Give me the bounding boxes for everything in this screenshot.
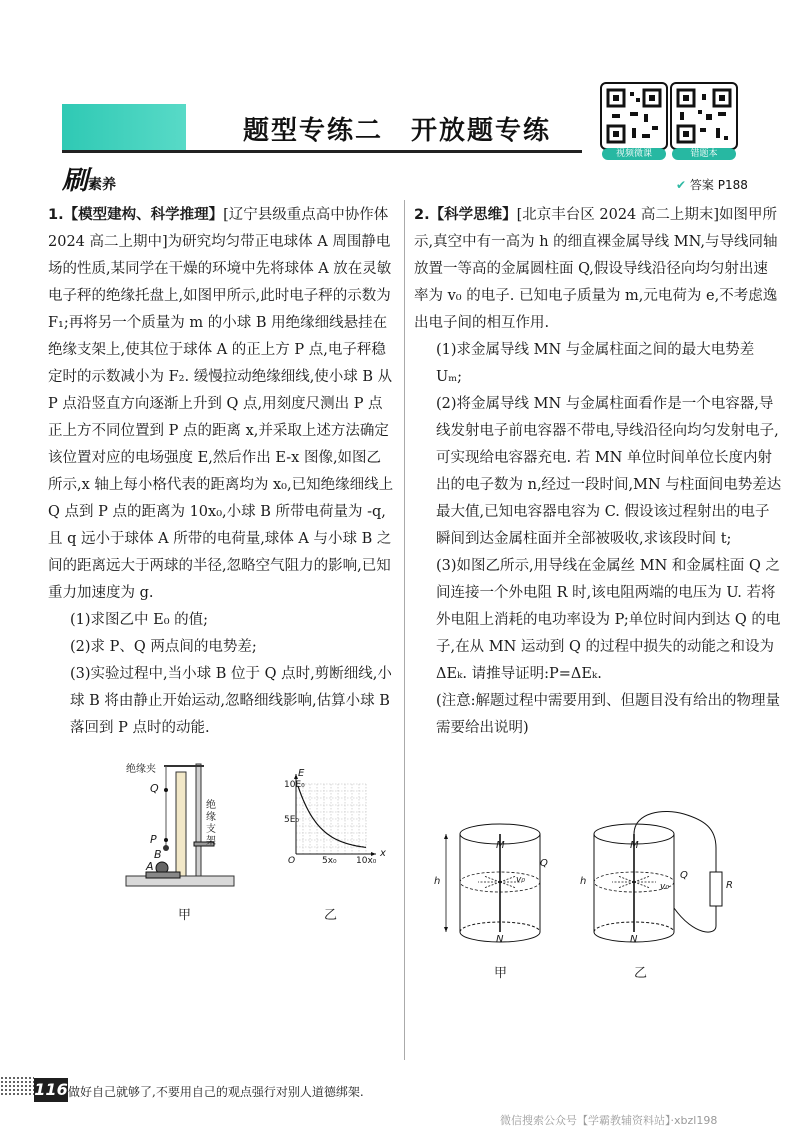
ball-b	[163, 845, 169, 851]
cyl-yi-q: Q	[680, 870, 688, 881]
figure-1-apparatus	[116, 758, 246, 898]
section-badge-small: 素养	[88, 177, 117, 193]
label-b: B	[154, 848, 162, 861]
question-2-stem	[414, 202, 782, 337]
cyl-yi-v0: v₀	[660, 882, 669, 892]
cyl-yi-n: N	[630, 934, 638, 945]
column-divider	[404, 200, 405, 1060]
question-2-part-2: (2)将金属导线 MN 与金属柱面看作是一个电容器,导线发射电子前电容器不带电,导线沿径向均匀发射电子,可实现给电容器充电. 若 MN 单位时间单位长度内射出的电子数为 n,经过一段时间,MN 与柱面间电势差达最大值,已知电容器电容为 C. 假设该过程射出的电子瞬间到达金属柱面并全部被吸收,求该段时间 t;	[436, 396, 782, 547]
label-a: A	[146, 860, 154, 873]
cyl-jia-m: M	[496, 840, 505, 851]
cyl-jia-h: h	[434, 876, 441, 887]
ex-curve	[298, 786, 366, 847]
graph-y-label: E	[298, 768, 305, 779]
question-2-number: 2.	[414, 207, 430, 223]
wire-top	[634, 811, 716, 872]
cyl-yi-r: R	[726, 880, 733, 891]
question-1-stem	[48, 202, 394, 607]
graph-x-tick-5: 5x₀	[322, 856, 337, 866]
question-1-part-1: (1)求图乙中 E₀ 的值;	[70, 612, 209, 628]
point-q	[164, 788, 168, 792]
graph-x-label: x	[380, 848, 386, 859]
question-1	[48, 202, 394, 742]
question-2-body: 如图甲所示,真空中有一高为 h 的细直裸金属导线 MN,与导线同轴放置一等高的金属圆柱面 Q,假设导线沿径向均匀射出速率为 v₀ 的电子. 已知电子质量为 m,元电荷为 e,不考虑逸出电子间的相互作用.	[414, 207, 778, 331]
question-2-note: (注意:解题过程中需要用到、但题目没有给出的物理量需要给出说明)	[436, 693, 781, 736]
label-p: P	[150, 833, 157, 846]
footer-dots	[0, 1076, 34, 1096]
cyl-jia-n: N	[496, 934, 504, 945]
figure-1-jia-caption: 甲	[178, 908, 192, 923]
question-1-part-3: (3)实验过程中,当小球 B 位于 Q 点时,剪断细线,小球 B 将由静止开始运动,忽略细线影响,估算小球 B 落回到 P 点时的动能.	[70, 666, 392, 736]
question-2-tag: 【科学思维】	[429, 207, 517, 223]
question-1-part-2: (2)求 P、Q 两点间的电势差;	[70, 639, 257, 655]
question-2-part-1: (1)求金属导线 MN 与金属柱面之间的最大电势差 Uₘ;	[436, 342, 755, 385]
footer-motto: 做好自己就够了,不要用自己的观点强行对别人道德绑架.	[68, 1085, 364, 1099]
graph-x-tick-10: 10x₀	[356, 856, 377, 866]
cyl-yi-h: h	[580, 876, 587, 887]
qr-label-video: 视频微课	[602, 148, 666, 160]
qr-code-video[interactable]	[600, 82, 668, 150]
section-badge	[62, 160, 116, 197]
figure-2-yi-caption: 乙	[634, 966, 648, 981]
question-1-body: 为研究均匀带正电球体 A 周围静电场的性质,某同学在干燥的环境中先将球体 A 放在灵敏电子秤的绝缘托盘上,如图甲所示,此时电子秤的示数为 F₁;再将另一个质量为 m 的小球 B 用绝缘细线悬挂在绝缘支架上,使其位于球体 A 的正上方 P 点,电子秤稳定时的示数减小为 F₂. 缓慢拉动绝缘细线,使小球 B 从 P 点沿竖直方向逐渐上升到 Q 点,用刻度尺测出 P 点正上方不同位置到 P 点的距离 x,并采取上述方法确定该位置对应的电场强度 E,然后作出 E-x 图像,如图乙所示,x 轴上每小格代表的距离均为 x₀,已知绝缘细线上 Q 点到 P 点的距离为 10x₀,小球 B 所带电荷量为 -q,且 q 远小于球体 A 所带的电荷量,球体 A 与小球 B 之间的距离远大于两球的半径,忽略空气阻力的影响,已知重力加速度为 g.	[48, 234, 394, 601]
qr-label-mistakes: 错题本	[672, 148, 736, 160]
figure-2-jia-caption: 甲	[494, 966, 508, 981]
answer-reference	[676, 176, 748, 193]
question-1-source: [辽宁县级重点高中协作体 2024 高二上期中]	[48, 207, 389, 250]
page-title: 题型专练二 开放题专练	[242, 116, 551, 146]
graph-origin: O	[288, 856, 296, 866]
question-2-part-3: (3)如图乙所示,用导线在金属丝 MN 和金属柱面 Q 之间连接一个外电阻 R 时,该电阻两端的电压为 U. 若将外电阻上消耗的电功率设为 P;单位时间内到达 Q 的电子,在从 MN 运动到 Q 的过程中损失的动能之和设为 ΔEₖ. 请推导证明:P=ΔEₖ.	[436, 558, 781, 682]
qr-code-mistakes[interactable]	[670, 82, 738, 150]
cyl-yi-m: M	[630, 840, 639, 851]
check-icon: ✔	[676, 178, 687, 192]
label-q: Q	[150, 782, 159, 795]
watermark: 微信搜索公众号【学霸教辅资料站】·xbzl198	[500, 1114, 718, 1127]
question-1-number: 1.	[48, 207, 64, 223]
wire-bottom	[674, 906, 716, 932]
figure-1-yi-caption: 乙	[324, 908, 338, 923]
header-accent	[62, 104, 186, 150]
ruler	[176, 772, 186, 876]
cyl-jia-v0: v₀	[516, 875, 525, 885]
header-band	[62, 104, 582, 154]
question-2-source: [北京丰台区 2024 高二上期末]	[516, 207, 720, 223]
graph-y-tick-5: 5E₀	[284, 815, 300, 825]
header-rule	[62, 150, 582, 153]
answer-ref-text: 答案 P188	[689, 178, 748, 192]
section-badge-big: 刷	[62, 166, 89, 196]
stand-pole	[196, 764, 201, 876]
label-stand: 绝缘支架	[206, 800, 216, 847]
point-p	[164, 838, 168, 842]
page-number: 116	[34, 1078, 68, 1102]
question-2	[414, 202, 782, 742]
resistor-r	[710, 872, 722, 906]
label-clamp: 绝缘夹	[126, 764, 156, 775]
cyl-jia-q: Q	[540, 858, 548, 869]
graph-y-tick-10: 10E₀	[284, 780, 305, 790]
question-1-tag: 【模型建构、科学推理】	[63, 207, 224, 223]
